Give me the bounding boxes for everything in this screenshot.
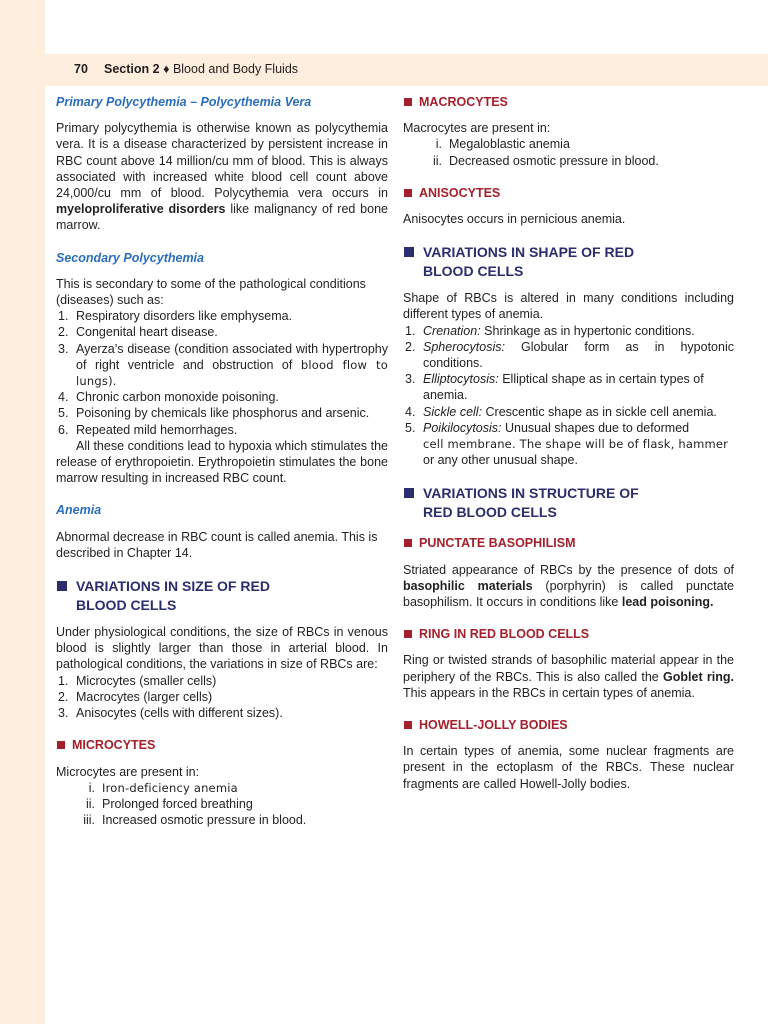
square-bullet-icon [404,189,412,197]
page-number: 70 [74,62,88,76]
punctate-basophilism-text: Striated appearance of RBCs by the presence of dots of basophilic materials (porphyrin) is called punctate basophilism. It occurs in conditions like lead poisoning. [403,562,734,610]
square-bullet-icon [404,488,414,498]
left-column [56,92,388,828]
howell-jolly-heading: HOWELL-JOLLY BODIES [403,717,734,733]
section-number: Section 2 [104,62,160,76]
right-column [403,92,734,792]
section-title: Blood and Body Fluids [172,62,299,76]
running-header [45,54,768,86]
list-item: i. Megaloblastic anemia [435,137,570,152]
list-item: ii. Prolonged forced breathing [85,796,253,811]
list-item: 3. Elliptocytosis: Elliptical shape as in certain types of anemia. [405,372,704,403]
shape-variations-intro: Shape of RBCs is altered in many conditions including different types of anemia. [403,291,734,322]
microcytes-intro: Microcytes are present in: [56,764,200,779]
list-item: 5. Poikilocytosis: Unusual shapes due to deformed cell membrane. The shape will be of flask, hammer or any other unusual shape. [405,420,729,468]
list-item: 6. Repeated mild hemorrhages. [58,422,238,437]
anisocytes-text: Anisocytes occurs in pernicious anemia. [403,212,626,227]
square-bullet-icon [404,539,412,547]
list-item: 5. Poisoning by chemicals like phosphorus and arsenic. [58,406,370,421]
shape-variations-list [403,323,734,469]
list-item: 2. Congenital heart disease. [58,325,218,340]
secondary-polycythemia-closing: All these conditions lead to hypoxia which stimulates the release of erythropoietin. Erythropoietin stimulates the bone marrow resulting in increased RBC count. [56,438,388,486]
square-bullet-icon [404,630,412,638]
square-bullet-icon [57,581,67,591]
anemia-text: Abnormal decrease in RBC count is called anemia. This is described in Chapter 14. [56,529,378,560]
square-bullet-icon [404,721,412,729]
macrocytes-intro: Macrocytes are present in: [403,121,551,136]
primary-polycythemia-heading: Primary Polycythemia – Polycythemia Vera [56,95,312,109]
square-bullet-icon [57,741,65,749]
square-bullet-icon [404,98,412,106]
microcytes-heading: MICROCYTES [56,737,388,753]
secondary-causes-list [56,308,388,438]
list-item: 3. Anisocytes (cells with different sizes). [58,706,283,721]
diamond-icon: ♦ [163,62,170,76]
list-item: 3. Ayerza’s disease (condition associated with hypertrophy of right ventricle and obstruction of blood flow to lungs). [58,341,388,389]
macrocytes-list [403,136,734,168]
size-variations-list [56,673,388,722]
list-item: i. Iron-deficiency anemia [88,780,238,795]
structure-variations-heading: VARIATIONS IN STRUCTURE OF RED BLOOD CELLS [403,484,734,521]
punctate-basophilism-heading: PUNCTATE BASOPHILISM [403,535,734,551]
anemia-heading: Anemia [56,503,102,518]
primary-polycythemia-text: Primary polycythemia is otherwise known as polycythemia vera. It is a disease characterized by persistent increase in RBC count above 14 million/cu mm of blood. This is always associated with increased white blood cell count above 24,000/cu mm of blood. Polycythemia vera occurs in myeloproliferative disorders like malignancy of red bone marrow. [56,121,388,233]
list-item: 1. Crenation: Shrinkage as in hypertonic conditions. [405,323,695,338]
list-item: iii. Increased osmotic pressure in blood. [83,813,307,828]
microcytes-list [56,780,388,829]
list-item: ii. Decreased osmotic pressure in blood. [432,153,659,168]
page-margin-strip [0,0,45,1024]
list-item: 1. Microcytes (smaller cells) [58,673,217,688]
size-variations-heading: VARIATIONS IN SIZE OF RED BLOOD CELLS [56,577,388,614]
ring-heading: RING IN RED BLOOD CELLS [403,626,734,642]
secondary-polycythemia-intro: This is secondary to some of the pathological conditions (diseases) such as: [56,276,366,308]
shape-variations-heading: VARIATIONS IN SHAPE OF RED BLOOD CELLS [403,243,734,280]
ring-text: Ring or twisted strands of basophilic material appear in the periphery of the RBCs. This is also called the Goblet ring. This appears in the RBCs in certain types of anemia. [403,653,735,700]
list-item: 1. Respiratory disorders like emphysema. [58,309,293,324]
list-item: 2. Spherocytosis: Globular form as in hypotonic conditions. [405,339,734,371]
list-item: 4. Sickle cell: Crescentic shape as in sickle cell anemia. [405,404,717,419]
size-variations-intro: Under physiological conditions, the size of RBCs in venous blood is slightly larger than those in arterial blood. In pathological conditions, the variations in size of RBCs are: [56,625,388,672]
list-item: 4. Chronic carbon monoxide poisoning. [58,390,279,405]
howell-jolly-text: In certain types of anemia, some nuclear fragments are present in the ectoplasm of the RBCs. These nuclear fragments are called Howell-Jolly bodies. [403,744,734,791]
anisocytes-heading: ANISOCYTES [403,185,734,201]
square-bullet-icon [404,247,414,257]
macrocytes-heading: MACROCYTES [403,94,734,110]
secondary-polycythemia-heading: Secondary Polycythemia [56,250,204,265]
list-item: 2. Macrocytes (larger cells) [58,689,213,704]
section-label [104,62,298,76]
